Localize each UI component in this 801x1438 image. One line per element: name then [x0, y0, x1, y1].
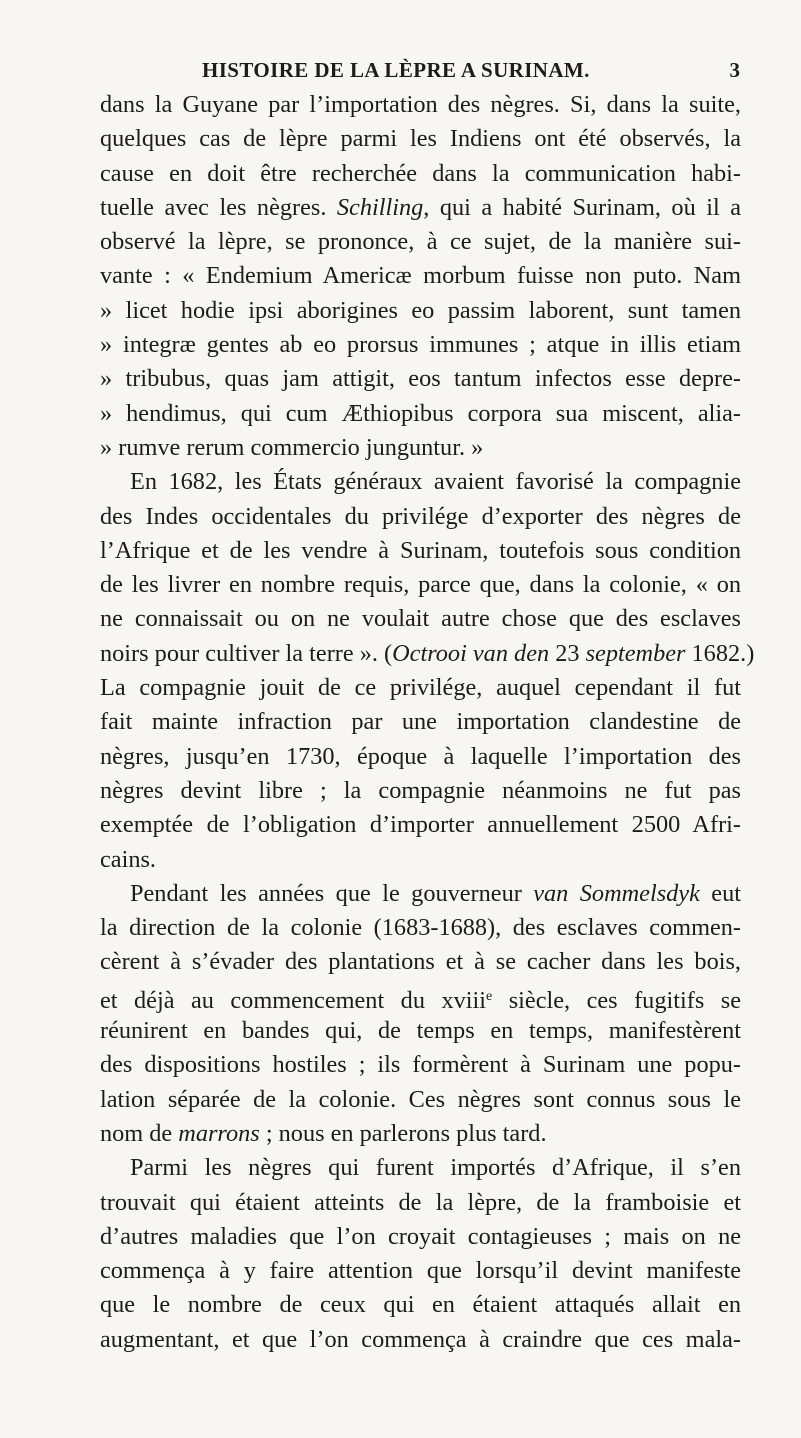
text-segment: , qui a habité Surinam, où il a: [423, 193, 741, 221]
text-line: [100, 1288, 741, 1322]
italic-text: marrons: [178, 1119, 260, 1147]
text-segment: » rumve rerum commercio junguntur. »: [100, 433, 484, 461]
text-segment: dans la Guyane par l’importation des nègres. Si, dans la suite,: [100, 91, 741, 118]
italic-text: september: [585, 639, 686, 667]
italic-text: van Sommelsdyk: [533, 879, 700, 907]
text-line: [100, 1323, 741, 1357]
text-line: [100, 534, 741, 568]
text-segment: La compagnie jouit de ce privilége, auquel cependant il fut: [100, 674, 741, 702]
text-segment: » hendimus, qui cum Æthiopibus corpora sua miscent, alia-: [100, 399, 741, 427]
text-segment: des dispositions hostiles ; ils formèrent à Surinam une popu-: [100, 1051, 741, 1079]
text-line: [100, 1048, 741, 1082]
text-segment: trouvait qui étaient atteints de la lèpre, de la framboisie et: [100, 1188, 741, 1216]
text-segment: Pendant les années que le gouverneur: [130, 879, 534, 907]
text-segment: cains.: [100, 845, 156, 873]
text-line: [100, 294, 741, 328]
text-line: [100, 1151, 741, 1185]
text-line: [100, 465, 741, 499]
text-line: [100, 362, 741, 396]
text-segment: ; nous en parlerons plus tard.: [259, 1119, 547, 1147]
text-segment: cèrent à s’évader des plantations et à se cacher dans les bois,: [100, 948, 741, 976]
text-line: [100, 877, 741, 911]
text-segment: ne connaissait ou on ne voulait autre chose que des esclaves: [100, 605, 741, 633]
text-segment: 1682.): [685, 639, 755, 667]
text-segment: » integræ gentes ab eo prorsus immunes ; atque in illis etiam: [100, 331, 741, 359]
text-segment: nom de: [100, 1119, 179, 1147]
text-segment: siècle, ces fugitifs se: [492, 986, 741, 1014]
text-segment: de les livrer en nombre requis, parce que, dans la colonie, « on: [100, 571, 741, 599]
italic-text: Schilling: [336, 193, 424, 221]
text-line: [100, 843, 741, 877]
text-line: [100, 602, 741, 636]
text-line: [100, 88, 741, 122]
text-segment: tuelle avec les nègres.: [100, 193, 337, 221]
body-text: [100, 88, 755, 1357]
text-segment: nègres devint libre ; la compagnie néanmoins ne fut pas: [100, 776, 741, 804]
text-segment: que le nombre de ceux qui en étaient attaqués allait en: [100, 1291, 741, 1319]
text-segment: la direction de la colonie (1683-1688), des esclaves commen-: [100, 914, 741, 942]
text-segment: Parmi les nègres qui furent importés d’Afrique, il s’en: [130, 1154, 741, 1182]
text-segment: vante : « Endemium Americæ morbum fuisse non puto. Nam: [100, 262, 741, 290]
text-line: [100, 191, 741, 225]
text-line: [100, 705, 741, 739]
text-segment: lation séparée de la colonie. Ces nègres sont connus sous le: [100, 1085, 741, 1113]
text-line: [100, 808, 741, 842]
text-segment: observé la lèpre, se prononce, à ce sujet, de la manière sui-: [100, 228, 741, 256]
text-segment: d’autres maladies que l’on croyait contagieuses ; mais on ne: [100, 1222, 741, 1250]
text-line: [100, 740, 741, 774]
running-head: [100, 58, 740, 86]
text-line: [100, 671, 741, 705]
text-segment: quelques cas de lèpre parmi les Indiens ont été observés, la: [100, 125, 741, 153]
text-line: [100, 1117, 741, 1151]
text-line: [100, 122, 741, 156]
text-segment: réunirent en bandes qui, de temps en temps, manifestèrent: [100, 1017, 741, 1045]
text-line: [100, 1186, 741, 1220]
text-line: [100, 397, 741, 431]
text-line: [100, 328, 741, 362]
text-segment: 23: [549, 639, 586, 667]
text-segment: nègres, jusqu’en 1730, époque à laquelle l’importation des: [100, 742, 741, 770]
text-segment: En 1682, les États généraux avaient favorisé la compagnie: [130, 468, 741, 496]
running-title: HISTOIRE DE LA LÈPRE A SURINAM.: [202, 58, 590, 82]
text-segment: » licet hodie ipsi aborigines eo passim laborent, sunt tamen: [100, 296, 741, 324]
text-segment: et déjà au commencement du xviii: [100, 986, 487, 1014]
text-line: [100, 431, 741, 465]
text-line: [100, 774, 741, 808]
text-segment: fait mainte infraction par une importation clandestine de: [100, 708, 741, 736]
page-number: 3: [729, 58, 740, 82]
text-line: [100, 500, 741, 534]
text-segment: commença à y faire attention que lorsqu’il devint manifeste: [100, 1257, 741, 1285]
text-line: [100, 1014, 741, 1048]
text-segment: eut: [699, 879, 741, 907]
text-segment: l’Afrique et de les vendre à Surinam, toutefois sous condition: [100, 536, 741, 564]
text-line: [100, 1220, 741, 1254]
text-line: [100, 637, 755, 671]
text-segment: » tribubus, quas jam attigit, eos tantum infectos esse depre-: [100, 365, 741, 393]
text-segment: noirs pour cultiver la terre ». (: [100, 639, 393, 667]
text-line: [100, 225, 741, 259]
text-line: [100, 568, 741, 602]
text-line: [100, 1254, 741, 1288]
text-line: [100, 911, 741, 945]
text-segment: cause en doit être recherchée dans la communication habi-: [100, 159, 741, 187]
superscript-text: e: [486, 988, 493, 1004]
text-line: [100, 945, 741, 979]
text-line: [100, 980, 741, 1014]
text-line: [100, 259, 741, 293]
text-line: [100, 1083, 741, 1117]
text-segment: des Indes occidentales du privilége d’exporter des nègres de: [100, 502, 741, 530]
text-segment: augmentant, et que l’on commença à craindre que ces mala-: [100, 1325, 741, 1353]
italic-text: Octrooi van den: [392, 639, 550, 667]
text-line: [100, 157, 741, 191]
text-segment: exemptée de l’obligation d’importer annuellement 2500 Afri-: [100, 811, 741, 839]
